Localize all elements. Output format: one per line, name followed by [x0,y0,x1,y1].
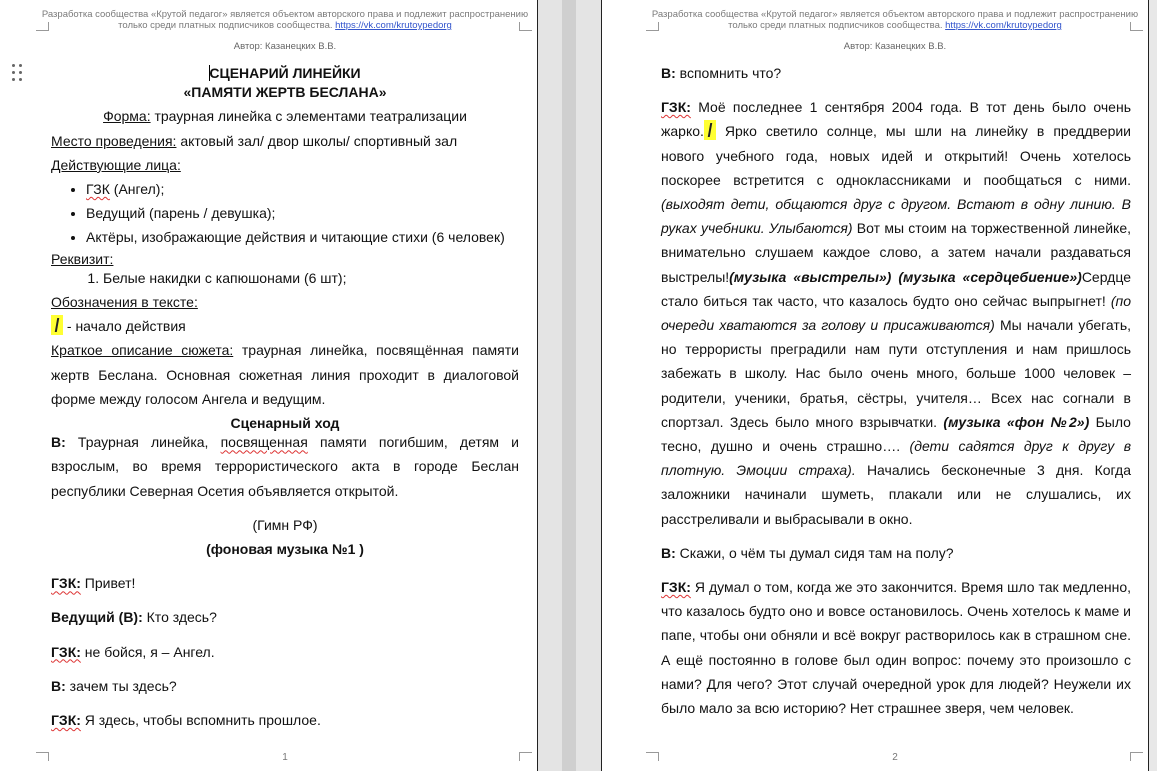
page-1-body[interactable] [51,61,519,732]
notation-line [51,314,519,338]
dialogue-text: Мы начали убегать, но террористы преградили нам пути отступления и нам пришлось забежать в школу. Нас было очень много, больше 1000 человек – родители, ученики, братья, сёстры, учителя… Всех нас согнали в спортзал. Здесь было много взрывчатки. [661,317,1132,430]
dialogue-text: Привет! [80,575,136,592]
dialogue-text: Кто здесь? [142,609,217,626]
title-text: СЦЕНАРИЙ ЛИНЕЙКИ [209,65,361,81]
anthem-note: (Гимн РФ) [252,516,318,533]
crop-mark [646,752,659,761]
characters-list [51,177,519,250]
document-page-1 [0,0,538,771]
header-notice-line1: Разработка сообщества «Крутой педагог» является объектом авторского права и подлежит распространению [651,9,1139,20]
header-notice-line2 [650,20,1140,31]
list-item-text: Ведущий (парень / девушка); [86,205,276,222]
window-edge [1148,0,1157,771]
dialogue-line [51,674,519,698]
dialogue-line [51,605,519,629]
crop-mark [1130,752,1143,761]
stage-direction: (выходят дети, общаются друг с другом. Встают в одну линию. В руках учебники. Улыбаются) [661,196,1131,237]
dialogue-text: Я здесь, чтобы вспомнить прошлое. [80,712,321,729]
place-label: Место проведения: [51,132,177,149]
dialogue-text: Сердце стало биться так часто, что казалось будто оно сейчас выпрыгнет! [661,268,1131,309]
dialogue-line [661,61,1131,85]
stage-direction: (дети садятся друг к другу в плотную. Эмоции страха). [661,438,1131,479]
header-link[interactable]: https://vk.com/krutoypedorg [335,20,452,31]
speaker-label: ГЗК: [51,712,81,729]
document-title-line2: «ПАМЯТИ ЖЕРТВ БЕСЛАНА» [183,84,387,101]
dialogue-paragraph [661,575,1131,720]
music-cue: (фоновая музыка №1 ) [206,541,364,558]
dialogue-text: Вот мы стоим на торжественной линейке, внимательно слушаем каждое слово, а затем начали раздаваться выстрелы! [661,220,1131,285]
list-item-text: (Ангел); [109,181,165,198]
form-label: Форма: [103,108,151,125]
drag-handle-icon[interactable] [10,62,26,84]
list-item: 1. Белые накидки с капюшонами (6 шт); [103,266,519,290]
page-number: 1 [282,752,288,763]
dialogue-paragraph [661,95,1131,531]
header-notice-line1: Разработка сообщества «Крутой педагог» является объектом авторского права и подлежит распространению [41,9,529,20]
list-item [86,225,519,249]
stage-direction: (по очереди хватаются за голову и присаживаются) [661,292,1131,334]
page-header [650,9,1140,31]
summary-paragraph [51,338,519,411]
page-2-body[interactable] [661,61,1131,720]
dialogue-text: вспомнить что? [675,65,782,81]
dialogue-text: Начались бесконечные 3 дня. Когда заложники начинали шуметь, плакали или не слушались, их расстреливали и выбрасывали в окно. [661,462,1131,527]
dialogue-line [661,541,1131,565]
opening-paragraph [51,430,519,503]
summary-text: траурная линейка, посвящённая памяти жертв Беслана. Основная сюжетная линия проходит в диалоговой форме между голосом Ангела и ведущим. [51,342,519,407]
dialogue-text: Траурная линейка, [65,434,221,451]
page-number: 2 [892,752,898,763]
action-start-mark-icon [51,315,63,335]
dialogue-line [51,571,519,595]
dialogue-text: Было тесно, душно и очень страшно…. [661,413,1131,455]
place-line [51,129,519,153]
dialogue-text: Ярко светило солнце, мы шли на линейку в преддверии нового учебного года, новых идей и открытий! Очень хотелось поскорее встретится с одноклассниками и пообщаться с ними. [661,123,1131,188]
crop-mark [519,752,532,761]
dialogue-text: памяти погибшим, детям и взрослым, во время террористического акта в городе Беслан республики Северная Осетия объявляется открытой. [51,434,520,499]
document-page-2 [601,0,1149,771]
props-list [51,266,519,290]
header-notice-line2 [40,20,530,31]
speaker-label: В: [661,65,676,81]
speaker-label: ГЗК: [661,99,691,116]
speaker-label: Ведущий (В): [51,609,143,626]
header-notice-text: только среди платных подписчиков сообщества. [728,20,946,31]
characters-label-text: Действующие лица: [51,156,181,173]
summary-label: Краткое описание сюжета: [51,342,234,359]
music-cue: (музыка «выстрелы») (музыка «сердцебиение») [729,268,1082,285]
speaker-label: ГЗК: [51,575,81,592]
gzk-abbr: ГЗК [86,181,110,198]
dialogue-text: не бойся, я – Ангел. [80,643,215,660]
music-cue: (музыка «фон №2») [943,413,1090,430]
action-start-mark-icon [704,120,716,140]
notation-value: - начало действия [63,318,186,335]
crop-mark [36,752,49,761]
props-label-text: Реквизит: [51,250,114,267]
header-notice-text: только среди платных подписчиков сообщества. [118,20,336,31]
dialogue-text: Скажи, о чём ты думал сидя там на полу? [675,544,954,561]
author-line: Автор: Казанецких В.В. [843,41,947,52]
speaker-label: ГЗК: [661,579,691,596]
place-value: актовый зал/ двор школы/ спортивный зал [176,132,458,149]
scroll-gutter [562,0,576,771]
form-line [51,104,519,128]
speaker-label: В: [661,544,676,561]
notation-label-text: Обозначения в тексте: [51,294,198,311]
misspelled-word: посвященная [220,434,308,451]
list-item [86,201,519,225]
dialogue-text: Я думал о том, когда же это закончится. Время шло так медленно, что казалось будто оно и вовсе остановилось. Очень хотелось к маме и папе, чтобы они обняли и всё вокруг растворилось как в страшном сне. А ещё постоянно в голове был один вопрос: почему это произошло с нами? Для чего? Этот случай очередной урок для людей? Неужели их было мало за всю историю? Нет страшнее зверя, чем человек. [661,579,1131,717]
list-item [86,177,519,201]
dialogue-line [51,640,519,664]
speaker-label: В: [51,677,66,694]
section-title: Сценарный ход [230,415,340,432]
form-value: траурная линейка с элементами театрализации [150,108,467,125]
dialogue-line [51,708,519,732]
characters-label [51,153,519,177]
notation-label [51,290,519,314]
speaker-label: В: [51,434,66,451]
list-item-text: Актёры, изображающие действия и читающие стихи (6 человек) [86,229,505,246]
speaker-label: ГЗК: [51,643,81,660]
dialogue-text: зачем ты здесь? [65,677,177,694]
page-header [40,9,530,31]
author-line: Автор: Казанецких В.В. [233,41,337,52]
header-link[interactable]: https://vk.com/krutoypedorg [945,20,1062,31]
dialogue-text: Моё последнее 1 сентября 2004 года. В тот день было очень жарко. [661,99,1131,140]
